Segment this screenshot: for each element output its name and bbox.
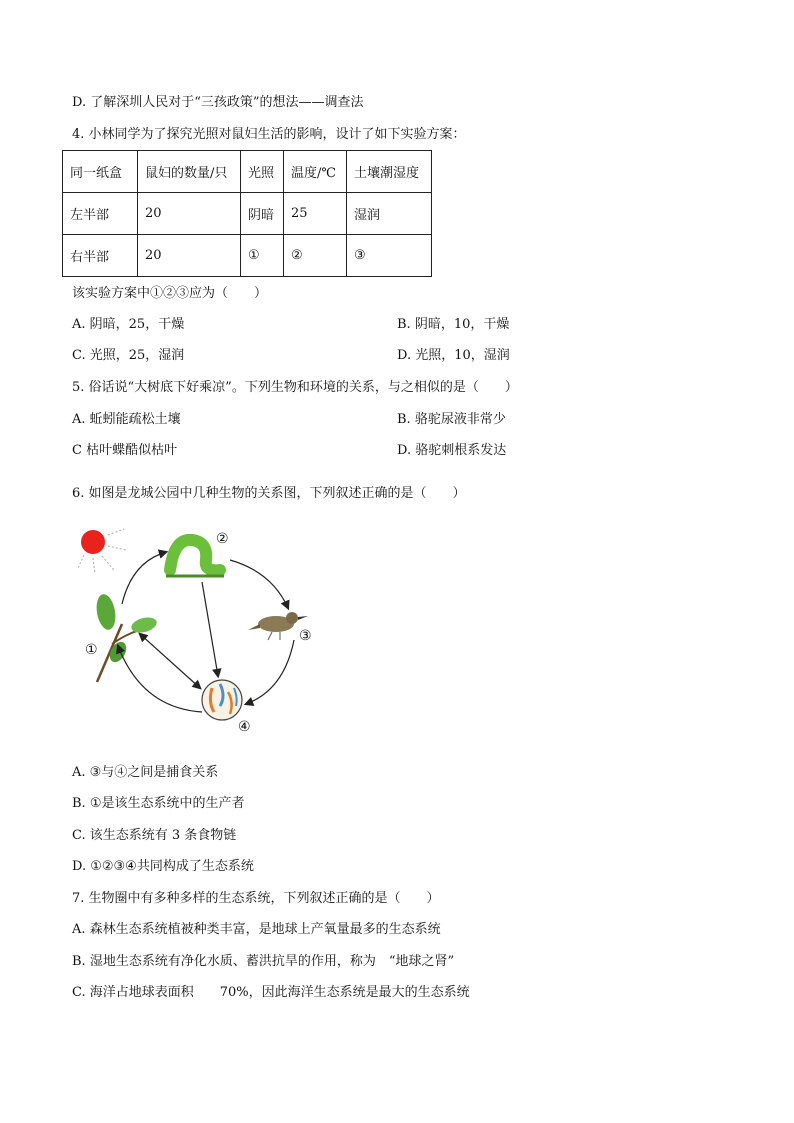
q7-option-c: C. 海洋占地球表面积 70%，因此海洋生态系统是最大的生态系统	[72, 985, 470, 1000]
table-header: 土壤潮湿度	[347, 151, 432, 193]
q7-option-b: B. 湿地生态系统有净化水质、蓄洪抗旱的作用，称为 “地球之肾”	[72, 954, 455, 969]
arrow-plant-microbe-double	[140, 634, 200, 688]
q7-stem: 7. 生物圈中有多种多样的生态系统，下列叙述正确的是（ ）	[72, 891, 440, 906]
table-header-row	[63, 151, 432, 193]
microbe-icon	[202, 680, 242, 720]
table-header: 温度/℃	[284, 151, 347, 193]
table-header: 鼠妇的数量/只	[138, 151, 241, 193]
table-cell: 20	[138, 235, 241, 277]
arrow-caterpillar-to-microbe	[202, 582, 218, 676]
q6-option-a: A. ③与④之间是捕食关系	[72, 765, 219, 780]
q5-stem: 5. 俗话说“大树底下好乘凉”。下列生物和环境的关系，与之相似的是（ ）	[72, 380, 518, 395]
table-cell: 湿润	[347, 193, 432, 235]
q3-option-d: D. 了解深圳人民对于“三孩政策”的想法——调查法	[72, 95, 364, 110]
q5-option-a: A. 蚯蚓能疏松土壤	[72, 412, 181, 427]
label-4: ④	[238, 719, 251, 735]
q5-option-d: D. 骆驼刺根系发达	[397, 443, 507, 458]
q4-option-a: A. 阴暗，25，干燥	[72, 317, 185, 332]
q4-stem: 4. 小林同学为了探究光照对鼠妇生活的影响，设计了如下实验方案：	[72, 127, 466, 142]
table-row	[63, 193, 432, 235]
table-cell: 左半部	[63, 193, 138, 235]
arrow-bird-to-microbe	[246, 640, 294, 704]
q4-option-d: D. 光照，10，湿润	[397, 348, 510, 363]
ecosystem-diagram-svg	[62, 512, 352, 752]
sun-icon	[78, 529, 126, 574]
q5-option-c: C 枯叶蝶酷似枯叶	[72, 443, 178, 458]
arrow-caterpillar-to-bird	[230, 560, 288, 608]
table-cell: 25	[284, 193, 347, 235]
q6-option-d: D. ①②③④共同构成了生态系统	[72, 859, 254, 874]
q6-option-b: B. ①是该生态系统中的生产者	[72, 796, 245, 811]
table-cell: 20	[138, 193, 241, 235]
q4-experiment-table	[62, 150, 432, 277]
plant-icon	[94, 593, 158, 682]
table-cell: ①	[241, 235, 284, 277]
table-header: 同一纸盒	[63, 151, 138, 193]
q7-option-a: A. 森林生态系统植被种类丰富，是地球上产氧量最多的生态系统	[72, 922, 441, 937]
table-cell: 阴暗	[241, 193, 284, 235]
table-cell: 右半部	[63, 235, 138, 277]
label-2: ②	[216, 531, 229, 547]
label-1: ①	[85, 642, 98, 658]
table-cell: ②	[284, 235, 347, 277]
ecosystem-diagram	[62, 512, 352, 752]
table-row	[63, 235, 432, 277]
q4-option-b: B. 阴暗，10，干燥	[397, 317, 510, 332]
q4-option-c: C. 光照，25，湿润	[72, 348, 185, 363]
label-3: ③	[299, 628, 312, 644]
q5-option-b: B. 骆驼尿液非常少	[397, 412, 506, 427]
arrow-plant-to-caterpillar	[122, 552, 166, 604]
q6-option-c: C. 该生态系统有 3 条食物链	[72, 828, 237, 843]
table-header: 光照	[241, 151, 284, 193]
table-cell: ③	[347, 235, 432, 277]
q6-stem: 6. 如图是龙城公园中几种生物的关系图，下列叙述正确的是（ ）	[72, 486, 466, 501]
q4-question: 该实验方案中①②③应为（ ）	[72, 286, 268, 301]
